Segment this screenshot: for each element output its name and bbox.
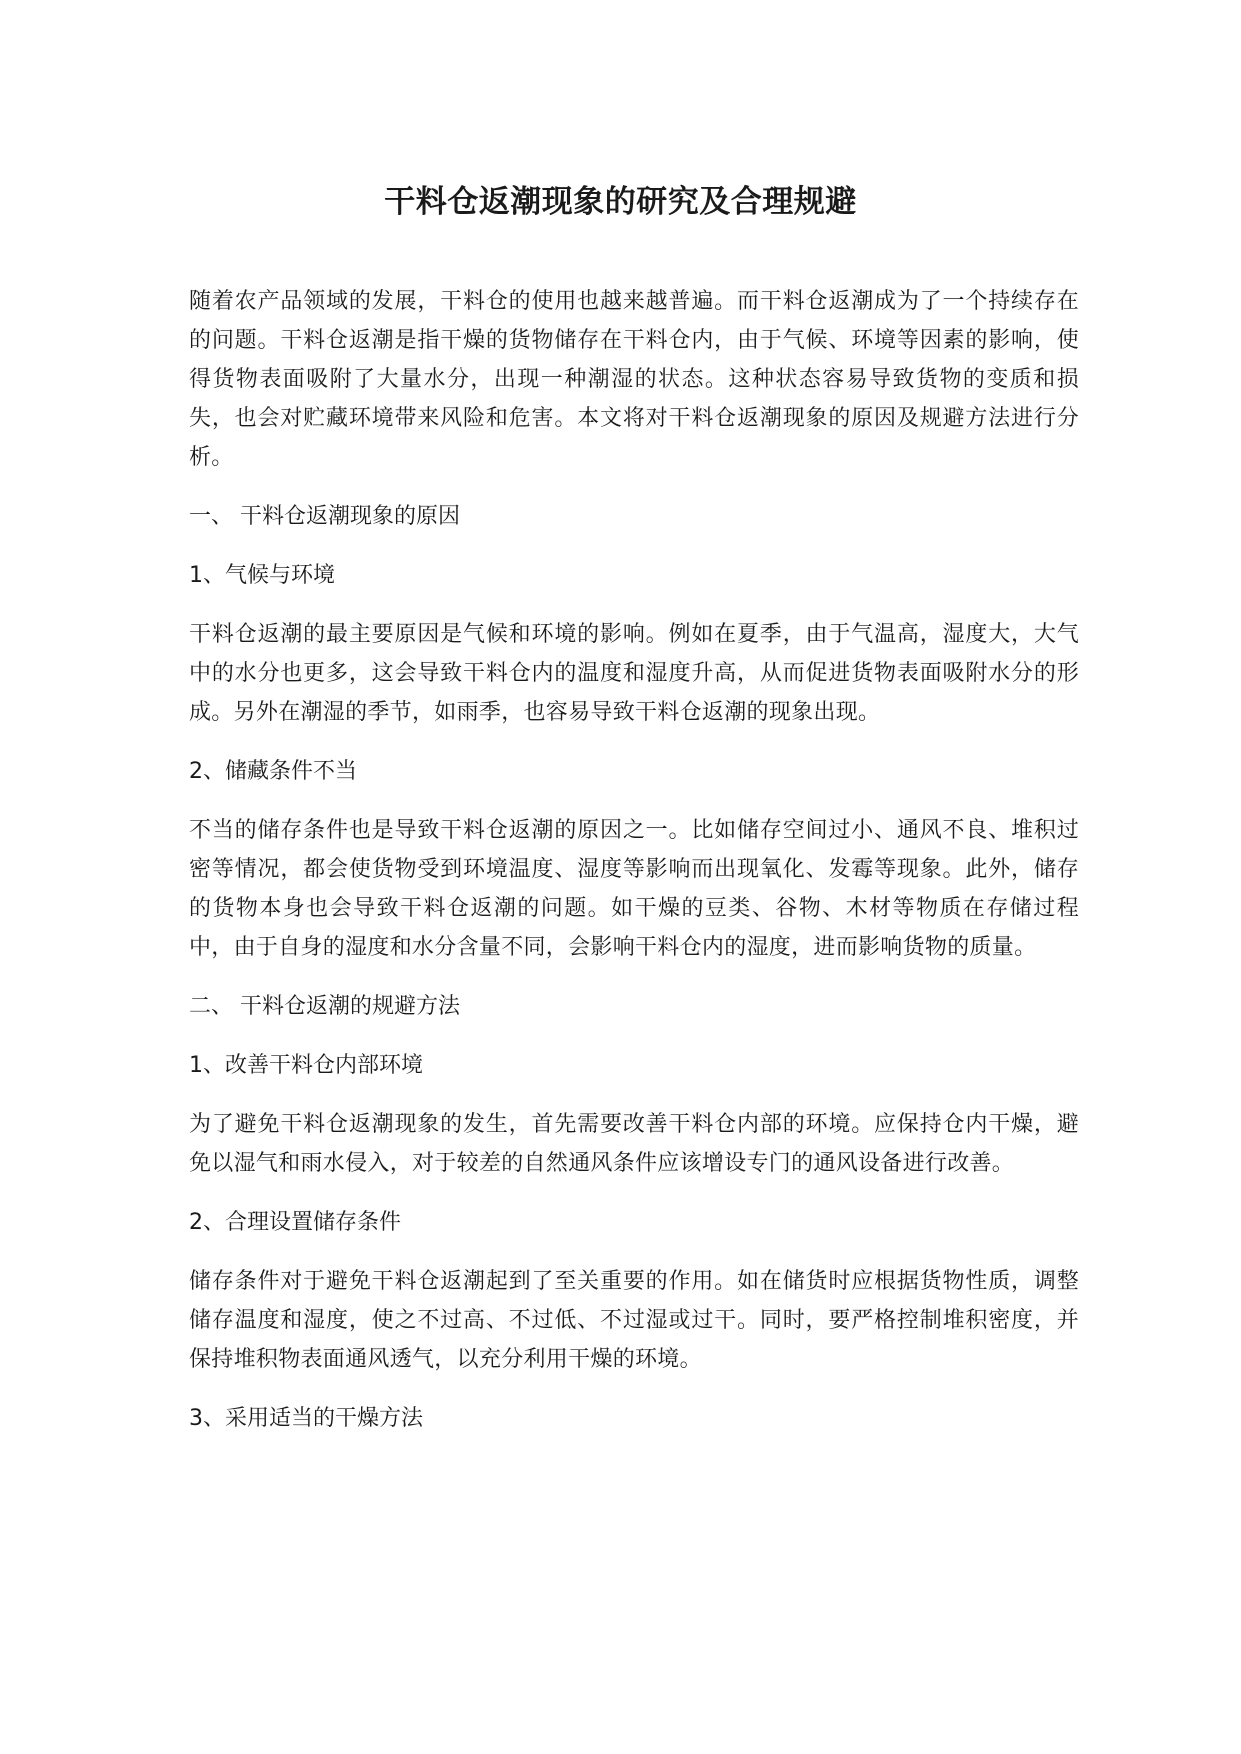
section-1-sub-2-heading: 2、储藏条件不当	[189, 759, 357, 784]
section-1-sub-2-paragraph: 不当的储存条件也是导致干料仓返潮的原因之一。比如储存空间过小、通风不良、堆积过密等情况，都会使货物受到环境温度、湿度等影响而出现氧化、发霉等现象。此外，储存的货物本身也会导致干料仓返潮的问题。如干燥的豆类、谷物、木材等物质在存储过程中，由于自身的湿度和水分含量不同，会影响干料仓内的湿度，进而影响货物的质量。	[189, 818, 1079, 960]
section-2-sub-1-heading: 1、改善干料仓内部环境	[189, 1053, 423, 1078]
section-1-sub-1-paragraph: 干料仓返潮的最主要原因是气候和环境的影响。例如在夏季，由于气温高，湿度大，大气中的水分也更多，这会导致干料仓内的温度和湿度升高，从而促进货物表面吸附水分的形成。另外在潮湿的季节，如雨季，也容易导致干料仓返潮的现象出现。	[189, 622, 1079, 725]
section-1-sub-1-heading: 1、气候与环境	[189, 563, 335, 588]
section-2-sub-2-heading: 2、合理设置储存条件	[189, 1210, 401, 1235]
document-body	[189, 282, 1079, 1438]
section-1-heading: 一、 干料仓返潮现象的原因	[189, 504, 460, 529]
intro-paragraph: 随着农产品领域的发展，干料仓的使用也越来越普遍。而干料仓返潮成为了一个持续存在的问题。干料仓返潮是指干燥的货物储存在干料仓内，由于气候、环境等因素的影响，使得货物表面吸附了大量水分，出现一种潮湿的状态。这种状态容易导致货物的变质和损失，也会对贮藏环境带来风险和危害。本文将对干料仓返潮现象的原因及规避方法进行分析。	[189, 289, 1079, 470]
document-title: 干料仓返潮现象的研究及合理规避	[384, 184, 857, 220]
section-2-sub-3-heading: 3、采用适当的干燥方法	[189, 1406, 423, 1431]
section-2-sub-2-paragraph: 储存条件对于避免干料仓返潮起到了至关重要的作用。如在储货时应根据货物性质，调整储存温度和湿度，使之不过高、不过低、不过湿或过干。同时，要严格控制堆积密度，并保持堆积物表面通风透气，以充分利用干燥的环境。	[189, 1269, 1079, 1372]
section-2-heading: 二、 干料仓返潮的规避方法	[189, 994, 460, 1019]
section-2-sub-1-paragraph: 为了避免干料仓返潮现象的发生，首先需要改善干料仓内部的环境。应保持仓内干燥，避免以湿气和雨水侵入，对于较差的自然通风条件应该增设专门的通风设备进行改善。	[189, 1112, 1079, 1176]
